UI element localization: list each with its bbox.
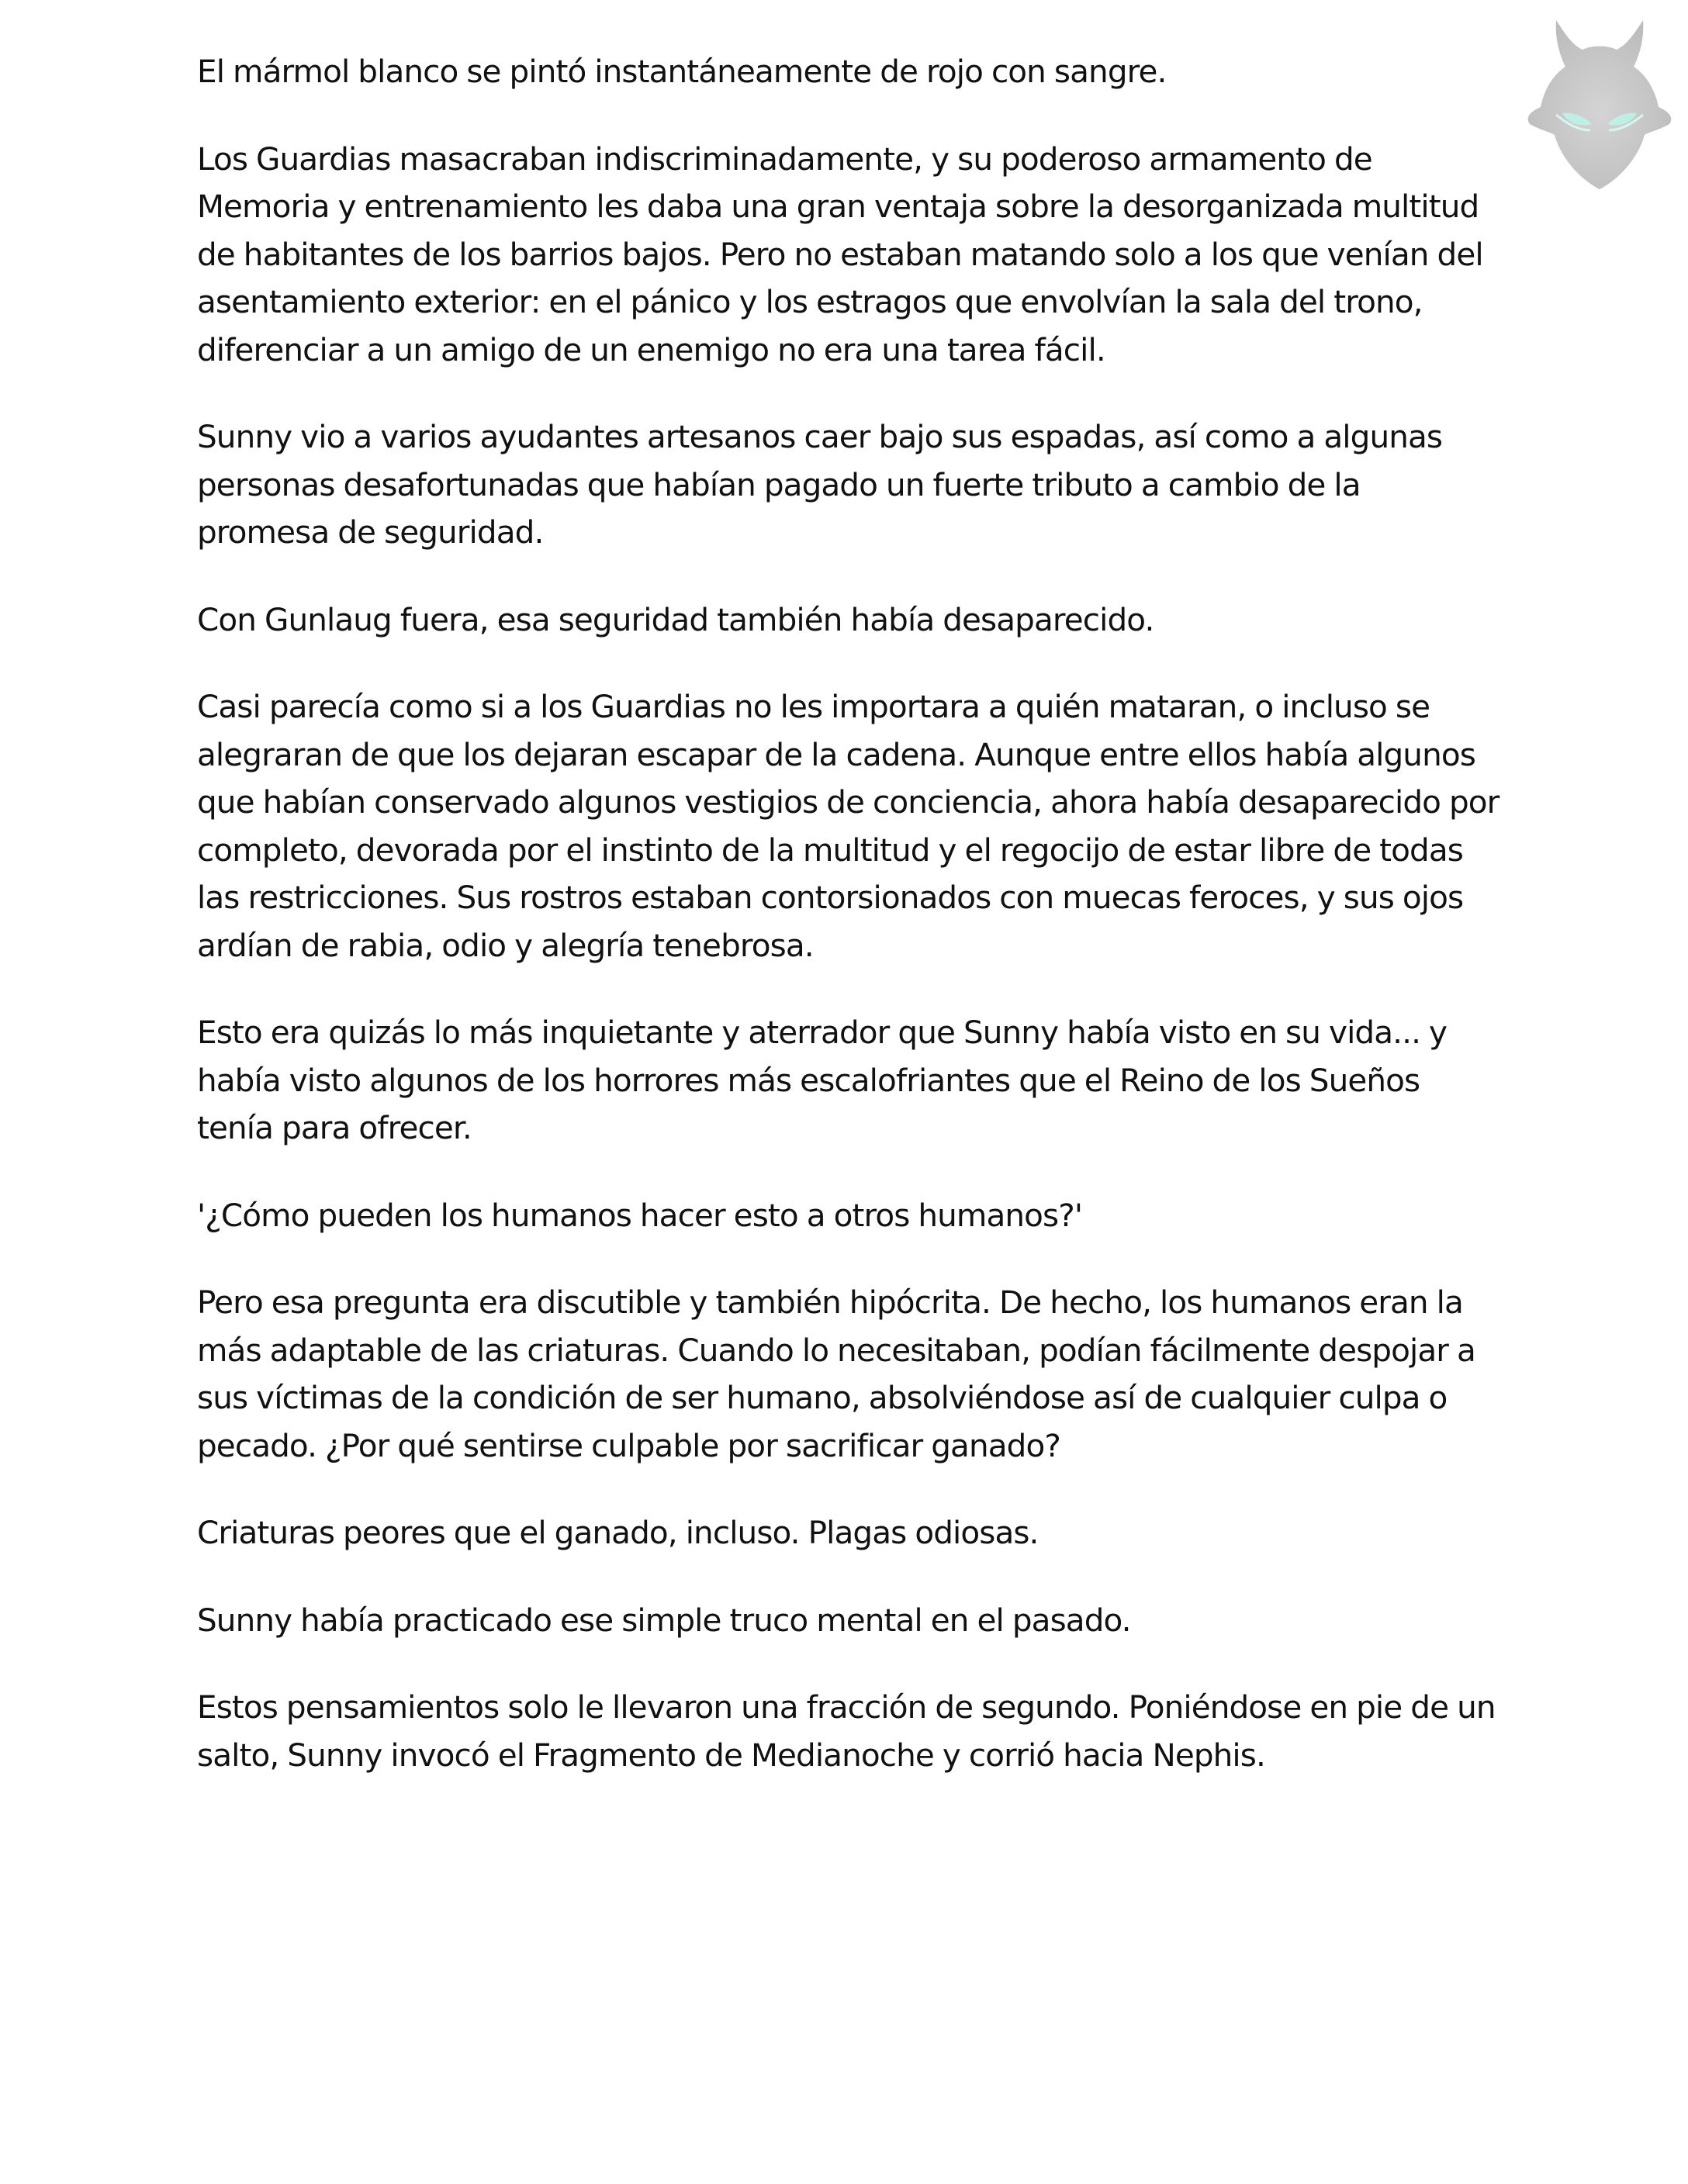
paragraph: Casi parecía como si a los Guardias no les importara a quién mataran, o incluso se alegraran de que los dejaran escapar de la cadena. Aunque entre ellos había algunos que habían conservado algunos vestigios de conciencia, ahora había desaparecido por completo, devorada por el instinto de la multitud y el regocijo de estar libre de todas las restricciones. Sus rostros estaban contorsionados con muecas feroces, y sus ojos ardían de rabia, odio y alegría tenebrosa. bbox=[197, 688, 1499, 964]
paragraph: Criaturas peores que el ganado, incluso. Plagas odiosas. bbox=[197, 1514, 1039, 1551]
paragraph: Pero esa pregunta era discutible y también hipócrita. De hecho, los humanos eran la más adaptable de las criaturas. Cuando lo necesitaban, podían fácilmente despojar a sus víctimas de la condición de ser humano, absolviéndose así de cualquier culpa o pecado. ¿Por qué sentirse culpable por sacrificar ganado? bbox=[197, 1284, 1475, 1464]
demon-head-logo-icon bbox=[1522, 14, 1677, 192]
paragraph: '¿Cómo pueden los humanos hacer esto a otros humanos?' bbox=[197, 1196, 1083, 1234]
paragraph: Sunny había practicado ese simple truco mental en el pasado. bbox=[197, 1601, 1131, 1639]
chapter-text bbox=[197, 48, 1500, 1819]
paragraph: Esto era quizás lo más inquietante y aterrador que Sunny había visto en su vida... y había visto algunos de los horrores más escalofriantes que el Reino de los Sueños tenía para ofrecer. bbox=[197, 1014, 1448, 1146]
paragraph: El mármol blanco se pintó instantáneamente de rojo con sangre. bbox=[197, 53, 1167, 90]
paragraph: Los Guardias masacraban indiscriminadamente, y su poderoso armamento de Memoria y entrenamiento les daba una gran ventaja sobre la desorganizada multitud de habitantes de los barrios bajos. Pero no estaban matando solo a los que venían del asentamiento exterior: en el pánico y los estragos que envolvían la sala del trono, diferenciar a un amigo de un enemigo no era una tarea fácil. bbox=[197, 140, 1483, 368]
paragraph: Estos pensamientos solo le llevaron una fracción de segundo. Poniéndose en pie de un salto, Sunny invocó el Fragmento de Medianoche y corrió hacia Nephis. bbox=[197, 1688, 1496, 1774]
paragraph: Sunny vio a varios ayudantes artesanos caer bajo sus espadas, así como a algunas personas desafortunadas que habían pagado un fuerte tributo a cambio de la promesa de seguridad. bbox=[197, 418, 1443, 551]
paragraph: Con Gunlaug fuera, esa seguridad también había desaparecido. bbox=[197, 600, 1154, 638]
